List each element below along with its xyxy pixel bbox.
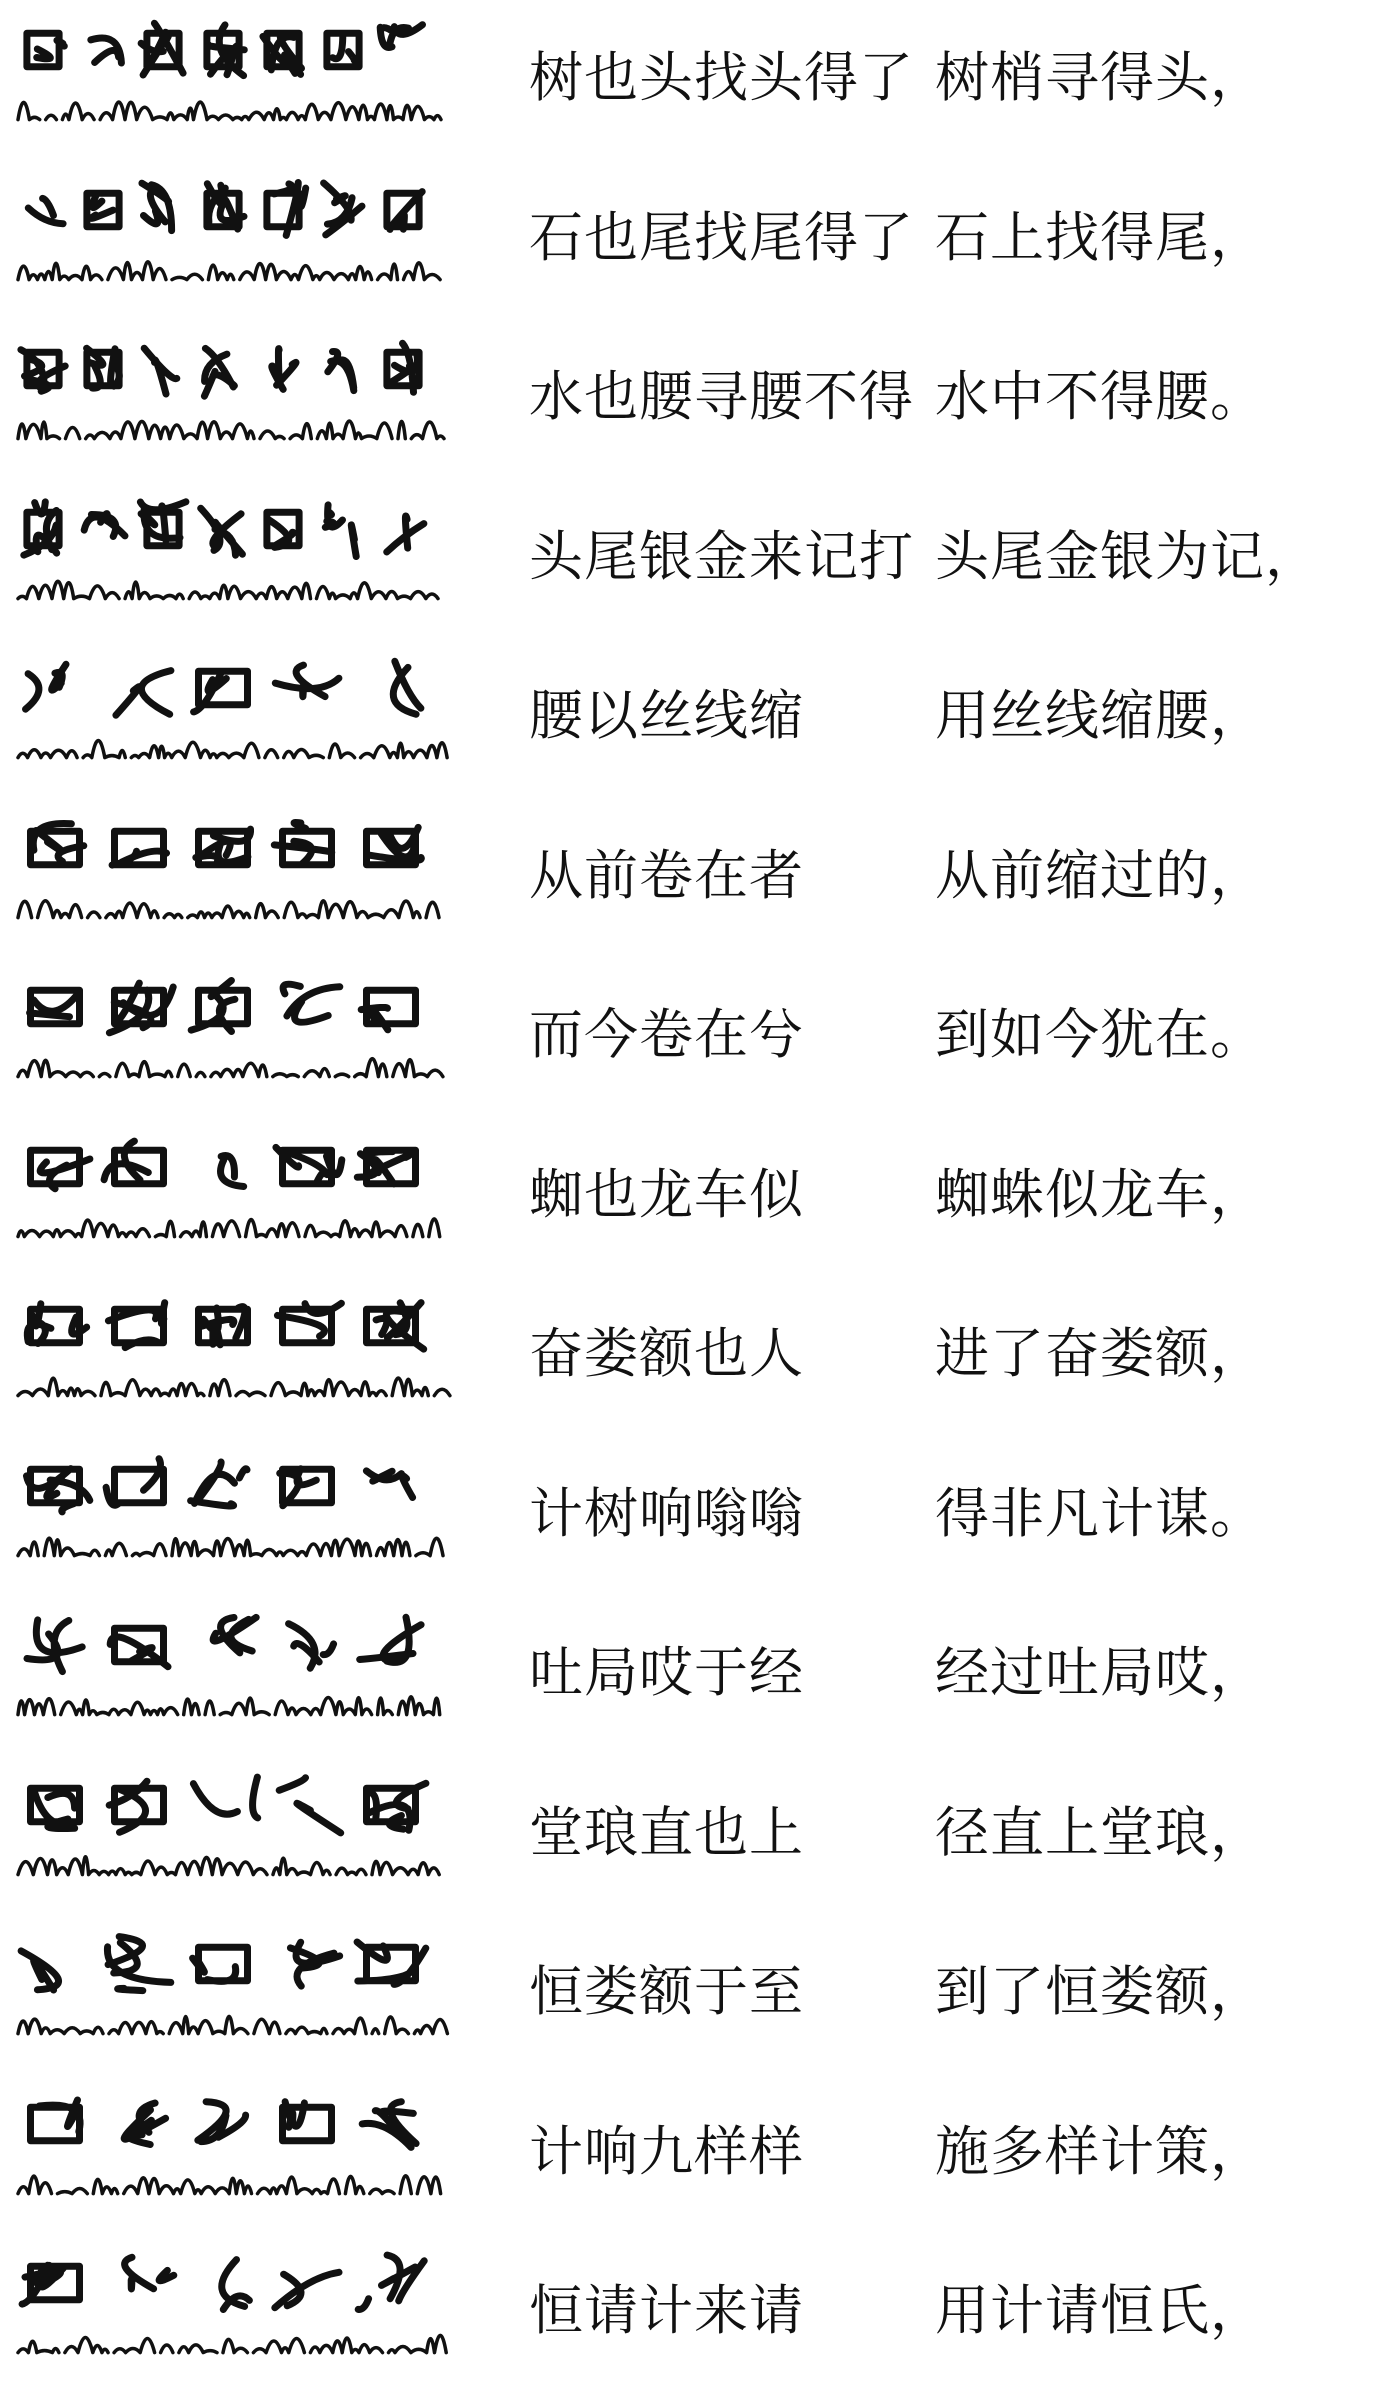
script-glyph bbox=[221, 1155, 244, 1186]
script-glyph bbox=[191, 981, 247, 1032]
handwritten-script-image bbox=[14, 1611, 454, 1737]
script-glyph bbox=[141, 23, 183, 75]
script-glyph bbox=[104, 1141, 163, 1184]
handwritten-script-image bbox=[14, 16, 454, 142]
script-glyph bbox=[275, 665, 339, 697]
handwritten-script-image bbox=[14, 1292, 454, 1418]
script-glyph bbox=[274, 822, 331, 864]
verse-row bbox=[0, 2243, 1385, 2402]
handwritten-script-image bbox=[14, 2249, 454, 2375]
script-glyph bbox=[31, 1788, 80, 1828]
script-glyph bbox=[361, 990, 415, 1030]
handwritten-script-image bbox=[14, 973, 454, 1099]
verse-row bbox=[0, 1127, 1385, 1286]
script-glyph bbox=[272, 349, 296, 390]
script-glyph bbox=[116, 671, 171, 716]
script-glyph bbox=[84, 513, 125, 536]
script-glyph bbox=[358, 2255, 424, 2309]
phonetic-script-line bbox=[18, 421, 444, 439]
phonetic-script-line bbox=[18, 741, 447, 758]
free-translation: 到如今犹在。 bbox=[935, 1003, 1265, 1066]
script-glyph bbox=[27, 1620, 82, 1672]
phonetic-script-line bbox=[18, 1378, 450, 1396]
script-glyph bbox=[362, 2101, 416, 2147]
script-glyph bbox=[24, 501, 59, 554]
literal-translation: 水也腰寻腰不得 bbox=[529, 365, 914, 428]
script-glyph bbox=[30, 990, 80, 1024]
phonetic-script-line bbox=[18, 1059, 443, 1077]
phonetic-script-line bbox=[18, 2016, 453, 2033]
script-glyph bbox=[283, 984, 340, 1022]
script-glyph bbox=[367, 1783, 426, 1830]
script-glyph bbox=[275, 2272, 339, 2307]
script-glyph bbox=[27, 1468, 90, 1511]
phonetic-script-line bbox=[18, 102, 441, 120]
script-glyph bbox=[142, 183, 172, 230]
phonetic-script-line bbox=[18, 261, 440, 279]
free-translation: 水中不得腰。 bbox=[935, 365, 1265, 428]
script-glyph bbox=[28, 198, 63, 223]
script-glyph bbox=[327, 33, 359, 67]
literal-translation: 从前卷在者 bbox=[529, 843, 804, 907]
script-glyph bbox=[87, 348, 120, 388]
literal-translation: 腰以丝线缩 bbox=[529, 684, 804, 747]
script-glyph bbox=[207, 183, 244, 228]
phonetic-script-line bbox=[18, 581, 438, 598]
script-glyph bbox=[325, 504, 356, 556]
free-translation: 进了奋娄额， bbox=[935, 1322, 1265, 1385]
script-glyph bbox=[125, 2257, 174, 2289]
free-translation: 用计请恒氏， bbox=[935, 2279, 1265, 2342]
script-glyph bbox=[201, 508, 243, 555]
script-glyph bbox=[290, 1942, 339, 1986]
handwritten-script-image bbox=[14, 495, 454, 621]
free-translation: 从前缩过的， bbox=[935, 843, 1265, 907]
literal-translation: 而今卷在兮 bbox=[529, 1003, 804, 1066]
script-glyph bbox=[31, 823, 84, 864]
verse-row bbox=[0, 1446, 1385, 1605]
script-glyph bbox=[207, 25, 244, 76]
script-glyph bbox=[124, 2103, 165, 2145]
free-translation: 用丝线缩腰， bbox=[935, 684, 1265, 747]
script-glyph bbox=[91, 38, 122, 63]
script-glyph bbox=[324, 183, 362, 235]
verse-row bbox=[0, 329, 1385, 488]
script-glyph bbox=[360, 1617, 421, 1662]
script-glyph bbox=[280, 1468, 332, 1505]
script-glyph bbox=[289, 1624, 334, 1669]
free-translation: 蜘蛛似龙车， bbox=[935, 1162, 1265, 1226]
script-glyph bbox=[267, 182, 306, 235]
verse-row bbox=[0, 967, 1385, 1126]
verse-row bbox=[0, 170, 1385, 329]
script-glyph bbox=[21, 1951, 58, 1990]
phonetic-script-line bbox=[18, 2175, 441, 2193]
script-glyph bbox=[283, 2101, 332, 2140]
literal-translation: 头尾银金来记打 bbox=[529, 524, 914, 588]
free-translation: 经过吐局哎， bbox=[935, 1641, 1265, 1704]
verse-row bbox=[0, 10, 1385, 169]
free-translation: 得非凡计谋。 bbox=[935, 1481, 1265, 1545]
free-translation: 径直上堂琅， bbox=[935, 1800, 1265, 1864]
handwritten-script-image bbox=[14, 814, 454, 940]
script-glyph bbox=[393, 661, 421, 714]
script-glyph bbox=[110, 1628, 168, 1667]
script-glyph bbox=[26, 664, 67, 709]
script-glyph bbox=[199, 1307, 248, 1345]
script-glyph bbox=[213, 1617, 256, 1653]
handwritten-script-image bbox=[14, 2090, 454, 2216]
free-translation: 树梢寻得头， bbox=[935, 46, 1265, 109]
literal-translation: 吐局哎于经 bbox=[529, 1641, 804, 1704]
script-glyph bbox=[277, 1303, 341, 1343]
phonetic-script-line bbox=[18, 1856, 439, 1874]
handwritten-script-image bbox=[14, 1771, 454, 1897]
script-glyph bbox=[357, 1150, 415, 1184]
handwritten-script-image bbox=[14, 335, 454, 461]
script-glyph bbox=[112, 831, 166, 865]
verse-row bbox=[0, 1765, 1385, 1924]
script-glyph bbox=[87, 193, 119, 227]
free-translation: 头尾金银为记， bbox=[935, 524, 1320, 588]
literal-translation: 计响九样样 bbox=[529, 2119, 804, 2183]
script-glyph bbox=[367, 827, 422, 864]
script-glyph bbox=[191, 1462, 247, 1506]
verse-row bbox=[0, 648, 1385, 807]
script-glyph bbox=[222, 2260, 250, 2310]
phonetic-script-line bbox=[18, 2335, 446, 2352]
script-glyph bbox=[27, 1304, 86, 1344]
literal-translation: 计树响嗡嗡 bbox=[529, 1481, 804, 1545]
script-glyph bbox=[366, 1470, 412, 1497]
handwritten-script-image bbox=[14, 176, 454, 302]
handwritten-script-image bbox=[14, 1930, 454, 2056]
script-glyph bbox=[31, 2100, 81, 2141]
phonetic-script-line bbox=[18, 1538, 443, 1556]
script-glyph bbox=[22, 2265, 79, 2304]
verse-row bbox=[0, 1286, 1385, 1445]
verse-row bbox=[0, 1605, 1385, 1764]
script-glyph bbox=[31, 1150, 90, 1189]
script-glyph bbox=[367, 1303, 424, 1350]
script-glyph bbox=[27, 33, 64, 67]
script-glyph bbox=[106, 1458, 163, 1505]
handwritten-script-image bbox=[14, 654, 454, 780]
script-glyph bbox=[204, 348, 234, 396]
script-glyph bbox=[279, 1777, 341, 1832]
script-glyph bbox=[109, 983, 173, 1033]
script-glyph bbox=[193, 1777, 257, 1818]
verse-row bbox=[0, 1924, 1385, 2083]
literal-translation: 恒请计来请 bbox=[529, 2279, 804, 2342]
script-glyph bbox=[21, 350, 65, 392]
literal-translation: 蜘也龙车似 bbox=[529, 1162, 804, 1226]
free-translation: 到了恒娄额， bbox=[935, 1960, 1265, 2023]
script-glyph bbox=[380, 25, 422, 48]
free-translation: 施多样计策， bbox=[935, 2119, 1265, 2183]
script-glyph bbox=[193, 1947, 248, 1981]
script-glyph bbox=[144, 348, 177, 394]
handwritten-script-image bbox=[14, 1133, 454, 1259]
script-glyph bbox=[328, 351, 354, 390]
phonetic-script-line bbox=[18, 1697, 440, 1715]
script-glyph bbox=[263, 33, 302, 74]
literal-translation: 堂琅直也上 bbox=[529, 1800, 804, 1864]
script-glyph bbox=[107, 1937, 170, 1991]
script-glyph bbox=[109, 1781, 163, 1832]
phonetic-script-line bbox=[18, 1218, 440, 1236]
script-glyph bbox=[357, 1942, 426, 1984]
literal-translation: 石也尾找尾得了 bbox=[529, 205, 914, 269]
script-glyph bbox=[387, 191, 422, 229]
script-glyph bbox=[387, 343, 419, 392]
literal-translation: 奋娄额也人 bbox=[529, 1322, 804, 1385]
free-translation: 石上找得尾， bbox=[935, 205, 1265, 269]
verse-row bbox=[0, 489, 1385, 648]
script-glyph bbox=[276, 1147, 342, 1183]
handwritten-script-image bbox=[14, 1452, 454, 1578]
phonetic-script-line bbox=[18, 900, 439, 917]
script-glyph bbox=[196, 829, 251, 865]
script-glyph bbox=[387, 515, 424, 551]
script-glyph bbox=[140, 501, 186, 545]
verse-row bbox=[0, 2084, 1385, 2243]
script-glyph bbox=[198, 2101, 246, 2141]
literal-translation: 恒娄额于至 bbox=[529, 1960, 804, 2023]
script-glyph bbox=[267, 512, 299, 547]
verse-row bbox=[0, 808, 1385, 967]
script-glyph bbox=[194, 671, 248, 712]
literal-translation: 树也头找头得了 bbox=[529, 46, 914, 109]
script-glyph bbox=[108, 1303, 164, 1348]
